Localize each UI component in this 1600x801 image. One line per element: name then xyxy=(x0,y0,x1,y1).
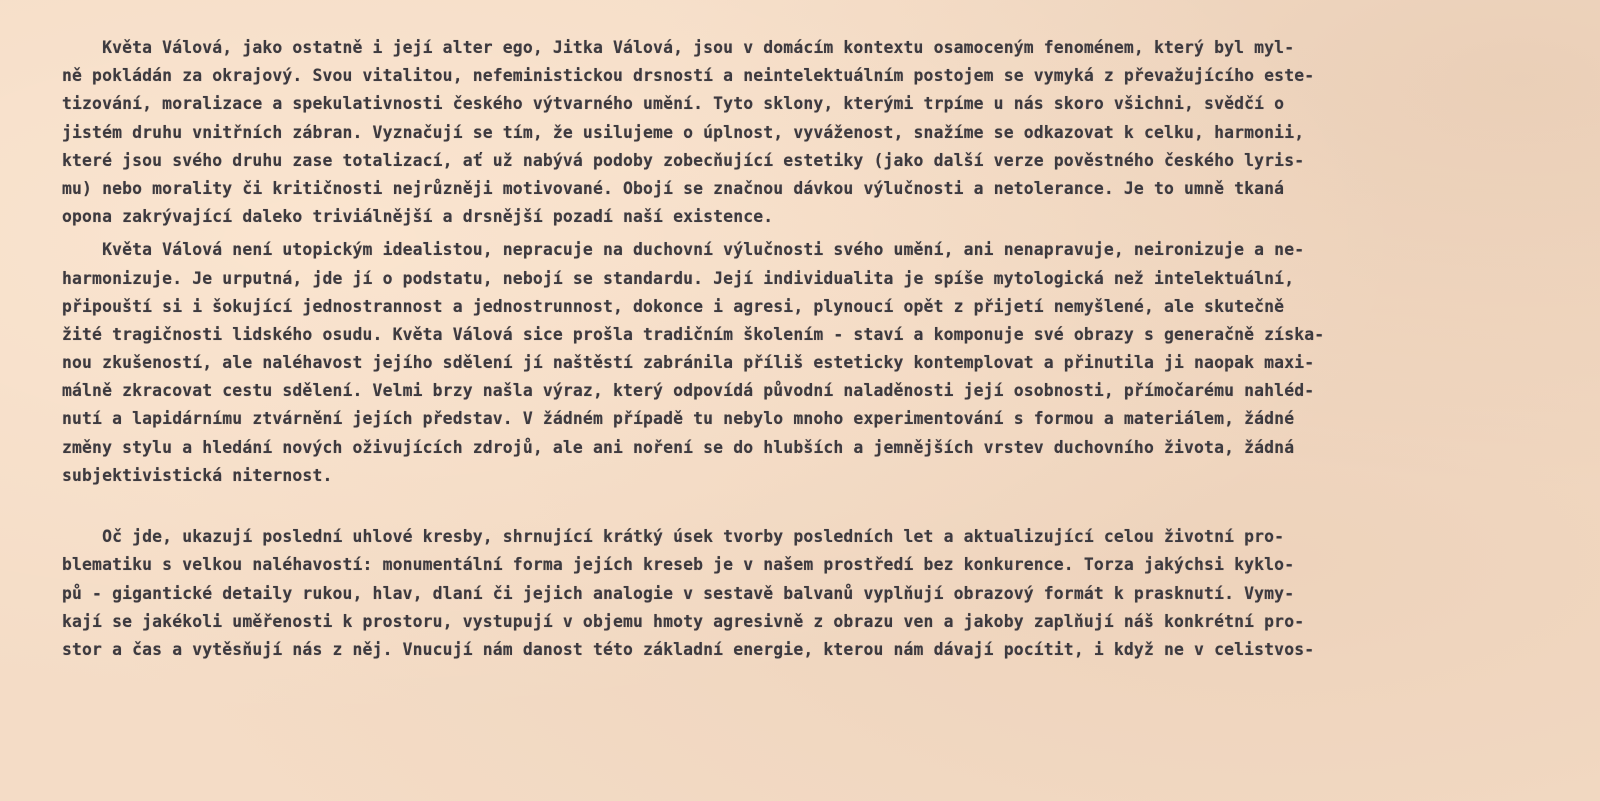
text-line: mu) nebo morality či kritičnosti nejrůzněji motivované. Obojí se značnou dávkou výlučnosti a netolerance. Je to umně tkaná xyxy=(62,178,1285,198)
text-line: harmonizuje. Je urputná, jde jí o podstatu, nebojí se standardu. Její individualita je spíše mytologická než intelektuální, xyxy=(62,268,1295,288)
text-line: opona zakrývající daleko triviálnější a drsnější pozadí naší existence. xyxy=(62,207,774,227)
text-line xyxy=(62,490,1572,518)
text-line: pů - gigantické detaily rukou, hlav, dlaní či jejich analogie v sestavě balvanů vyplňují obrazový formát k prasknutí. Vymy- xyxy=(62,583,1295,603)
paragraph-3 xyxy=(62,523,1572,664)
paragraph-1 xyxy=(62,34,1572,231)
text-line: připouští si i šokující jednostrannost a jednostrunnost, dokonce i agresi, plynoucí opět z přijetí nemyšlené, ale skutečně xyxy=(62,296,1285,316)
text-line: blematiku s velkou naléhavostí: monumentální forma jejích kreseb je v našem prostředí bez konkurence. Torza jakýchsi kyklo- xyxy=(62,555,1295,575)
text-line: které jsou svého druhu zase totalizací, ať už nabývá podoby zobecňující estetiky (jako další verze pověstného českého lyris- xyxy=(62,150,1305,170)
text-line: stor a čas a vytěsňují nás z něj. Vnucují nám danost této základní energie, kterou nám dávají pocítit, i když ne v celistvos- xyxy=(62,639,1315,659)
text-line: málně zkracovat cestu sdělení. Velmi brzy našla výraz, který odpovídá původní naladěnosti její osobnosti, přímočarému nahléd- xyxy=(62,381,1315,401)
text-line: tizování, moralizace a spekulativnosti českého výtvarného umění. Tyto sklony, kterými trpíme u nás skoro všichni, svědčí o xyxy=(62,94,1285,114)
text-line: nou zkušeností, ale naléhavost jejího sdělení jí naštěstí zabránila příliš esteticky kontemplovat a přinutila ji naopak maxi- xyxy=(62,353,1315,373)
text-line: žité tragičnosti lidského osudu. Květa Válová sice prošla tradičním školením - staví a komponuje své obrazy s generačně získa- xyxy=(62,324,1325,344)
text-line: kají se jakékoli uměřenosti k prostoru, vystupují v objemu hmoty agresivně z obrazu ven a jakoby zaplňují náš konkrétní pro- xyxy=(62,611,1305,631)
text-line: Květa Válová, jako ostatně i její alter ego, Jitka Válová, jsou v domácím kontextu osamoceným fenoménem, který byl myl- xyxy=(62,38,1295,57)
paragraph-2 xyxy=(62,236,1572,518)
text-line: nutí a lapidárnímu ztvárnění jejích představ. V žádném případě tu nebylo mnoho experimentování s formou a materiálem, žádné xyxy=(62,409,1295,429)
text-line: subjektivistická niternost. xyxy=(62,465,333,485)
text-line: změny stylu a hledání nových oživujících zdrojů, ale ani noření se do hlubších a jemnějších vrstev duchovního života, žádná xyxy=(62,437,1295,457)
text-line: Květa Válová není utopickým idealistou, nepracuje na duchovní výlučnosti svého umění, ani nenapravuje, neironizuje a ne- xyxy=(62,240,1305,260)
text-line: Oč jde, ukazují poslední uhlové kresby, shrnující krátký úsek tvorby posledních let a aktualizující celou životní pro- xyxy=(62,527,1285,547)
typewritten-text xyxy=(62,34,1572,664)
text-line: jistém druhu vnitřních zábran. Vyznačují se tím, že usilujeme o úplnost, vyváženost, snažíme se odkazovat k celku, harmonii, xyxy=(62,122,1305,142)
text-line: ně pokládán za okrajový. Svou vitalitou, nefeministickou drsností a neintelektuálním postojem se vymyká z převažujícího este- xyxy=(62,66,1315,86)
